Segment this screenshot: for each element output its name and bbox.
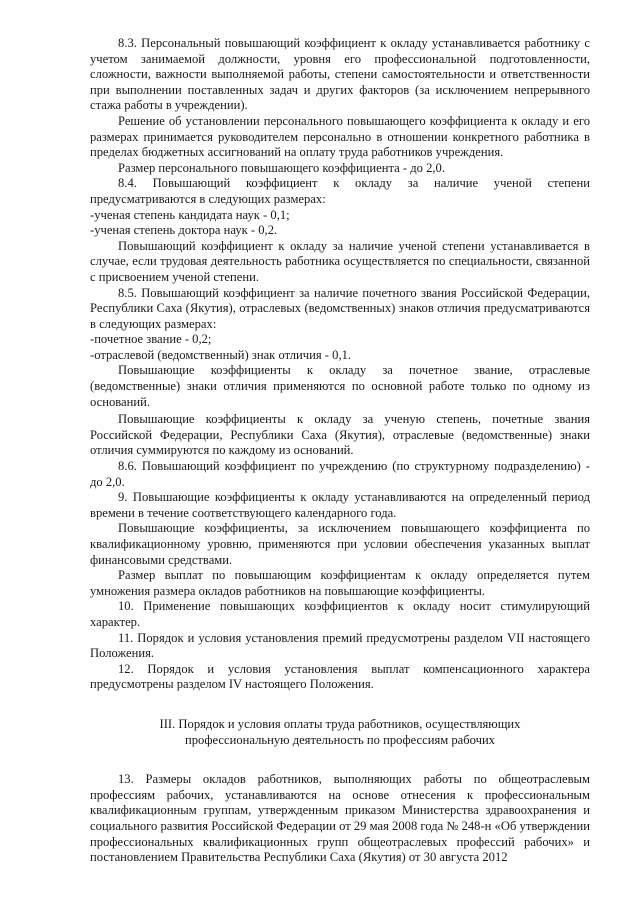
paragraph-8-6: 8.6. Повышающий коэффициент по учреждению (по структурному подразделению) - до 2,0. — [90, 459, 590, 489]
list-item-candidate: -ученая степень кандидата наук - 0,1; — [90, 207, 290, 222]
paragraph-9: 9. Повышающие коэффициенты к окладу устанавливаются на определенный период времени в течение соответствующего календарного года. — [90, 490, 590, 520]
paragraph-10: 10. Применение повышающих коэффициентов к окладу носит стимулирующий характер. — [90, 599, 590, 629]
paragraph-personal-size: Размер персонального повышающего коэффициента - до 2,0. — [118, 160, 445, 175]
paragraph-decision: Решение об установлении персонального повышающего коэффициента к окладу и его размерах принимается руководителем персонально в отношении конкретного работника в пределах бюджетных ассигнований на оплату труда работников учреждения. — [90, 113, 590, 160]
section-heading: III. Порядок и условия оплаты труда работников, осуществляющих профессиональную деятельность по профессиям рабочих — [159, 716, 521, 747]
paragraph-degree-condition: Повышающий коэффициент к окладу за наличие ученой степени устанавливается в случае, если трудовая деятельность работника осуществляется по специальности, связанной с присвоением ученой степени. — [90, 238, 590, 284]
paragraph-payment-size: Размер выплат по повышающим коэффициентам к окладу определяется путем умножения размера окладов работников на повышающие коэффициенты. — [90, 568, 590, 598]
document-body — [90, 36, 590, 866]
paragraph-12: 12. Порядок и условия установления выплат компенсационного характера предусмотрены разделом IV настоящего Положения. — [90, 661, 590, 692]
paragraph-8-5: 8.5. Повышающий коэффициент за наличие почетного звания Российской Федерации, Республики Саха (Якутия), отраслевых (ведомственных) знаков отличия предусматриваются в следующих размерах: — [90, 285, 590, 331]
paragraph-8-3: 8.3. Персональный повышающий коэффициент к окладу устанавливается работнику с учетом занимаемой должности, уровня его профессиональной подготовленности, сложности, важности выполняемой работы, степени самостоятельности и ответственности при выполнении поставленных задач и других факторов (за исключением непрерывного стажа работы в учреждении). — [90, 36, 590, 113]
paragraph-11: 11. Порядок и условия установления премий предусмотрены разделом VII настоящего Положения. — [90, 630, 590, 661]
paragraph-8-4: 8.4. Повышающий коэффициент к окладу за наличие ученой степени предусматриваются в следующих размерах: — [90, 176, 590, 206]
list-item-badge: -отраслевой (ведомственный) знак отличия - 0,1. — [90, 347, 352, 362]
paragraph-summation: Повышающие коэффициенты к окладу за ученую степень, почетные звания Российской Федерации, Республики Саха (Якутия), отраслевые (ведомственные) знаки отличия суммируются по каждому из оснований. — [90, 412, 590, 458]
paragraph-13: 13. Размеры окладов работников, выполняющих работы по общеотраслевым профессиям рабочих, устанавливаются на основе отнесения к профессиональным квалификационным группам, утвержденным приказом Министерства здравоохранения и социального развития Российской Федерации от 29 мая 2008 года № 248-н «Об утверждении профессиональных квалификационных групп общеотраслевых профессий рабочих» и постановлением Правительства Республики Саха (Якутия) от 30 августа 2012 — [90, 772, 590, 865]
paragraph-financing: Повышающие коэффициенты, за исключением повышающего коэффициента по квалификационному уровню, применяются при условии обеспечения указанных выплат финансовыми средствами. — [90, 521, 590, 567]
list-item-doctor: -ученая степень доктора наук - 0,2. — [90, 223, 278, 238]
paragraph-one-basis: Повышающие коэффициенты к окладу за почетное звание, отраслевые (ведомственные) знаки отличия применяются по основной работе только по одному из оснований. — [90, 363, 590, 409]
list-item-honorary-title: -почетное звание - 0,2; — [90, 332, 212, 347]
